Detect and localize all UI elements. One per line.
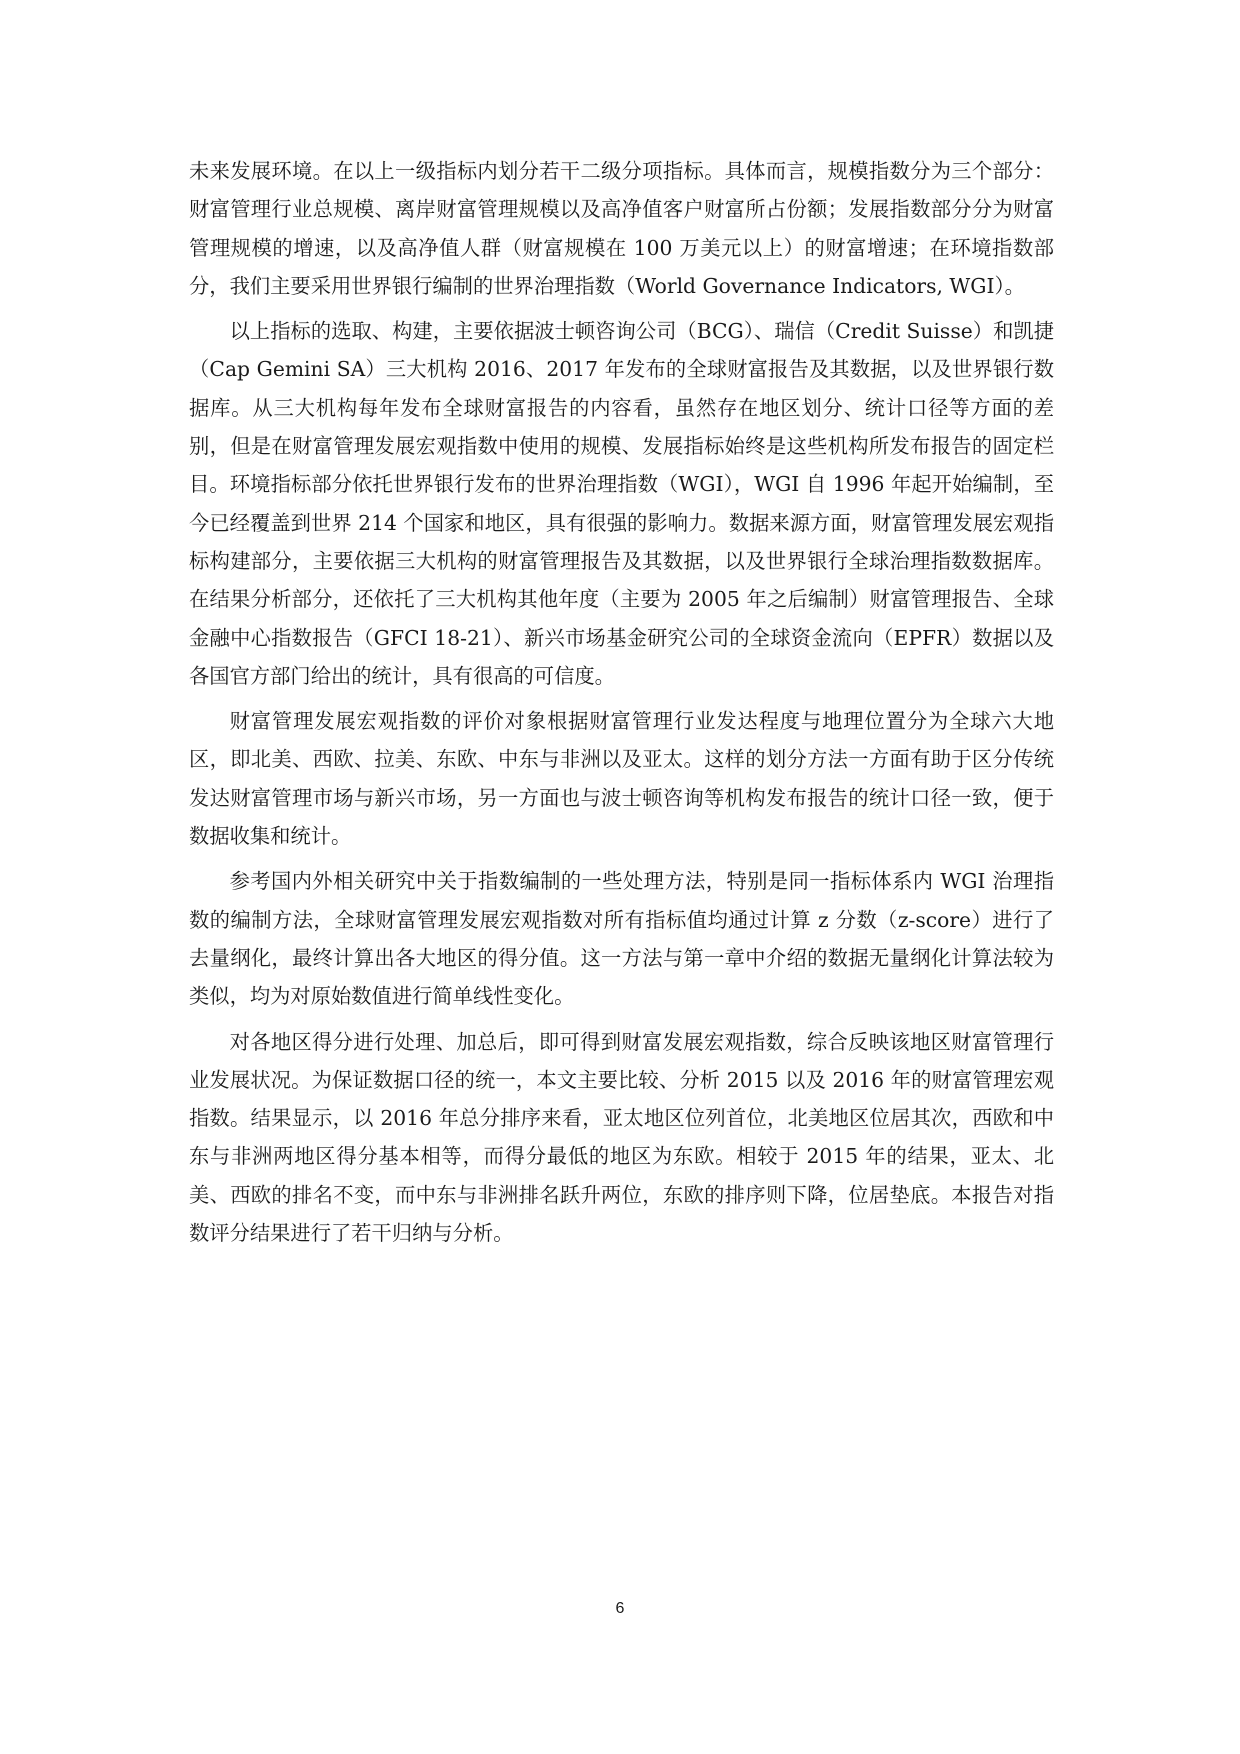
paragraph-results: 对各地区得分进行处理、加总后，即可得到财富发展宏观指数，综合反映该地区财富管理行业发展状况。为保证数据口径的统一，本文主要比较、分析 2015 以及 2016 年的财富管理宏观指数。结果显示，以 2016 年总分排序来看，亚太地区位列首位，北美地区位居其次，西欧和中东与非洲两地区得分基本相等，而得分最低的地区为东欧。相较于 2015 年的结果，亚太、北美、西欧的排名不变，而中东与非洲排名跃升两位，东欧的排序则下降，位居垫底。本报告对指数评分结果进行了若干归纳与分析。 xyxy=(189,1029,1054,1246)
body-text xyxy=(189,152,1054,1259)
paragraph-data-sources: 以上指标的选取、构建，主要依据波士顿咨询公司（BCG）、瑞信（Credit Suisse）和凯捷（Cap Gemini SA）三大机构 2016、2017 年发布的全球财富报告及其数据，以及世界银行数据库。从三大机构每年发布全球财富报告的内容看，虽然存在地区划分、统计口径等方面的差别，但是在财富管理发展宏观指数中使用的规模、发展指标始终是这些机构所发布报告的固定栏目。环境指标部分依托世界银行发布的世界治理指数（WGI），WGI 自 1996 年起开始编制，至今已经覆盖到世界 214 个国家和地区，具有很强的影响力。数据来源方面，财富管理发展宏观指标构建部分，主要依据三大机构的财富管理报告及其数据，以及世界银行全球治理指数数据库。在结果分析部分，还依托了三大机构其他年度（主要为 2005 年之后编制）财富管理报告、全球金融中心指数报告（GFCI 18-21）、新兴市场基金研究公司的全球资金流向（EPFR）数据以及各国官方部门给出的统计，具有很高的可信度。 xyxy=(189,319,1054,688)
page-number: 6 xyxy=(615,1600,625,1617)
paragraph-methodology: 参考国内外相关研究中关于指数编制的一些处理方法，特别是同一指标体系内 WGI 治理指数的编制方法，全球财富管理发展宏观指数对所有指标值均通过计算 z 分数（z-score）进行了去量纲化，最终计算出各大地区的得分值。这一方法与第一章中介绍的数据无量纲化计算法较为类似，均为对原始数值进行简单线性变化。 xyxy=(189,869,1054,1009)
paragraph-regions: 财富管理发展宏观指数的评价对象根据财富管理行业发达程度与地理位置分为全球六大地区，即北美、西欧、拉美、东欧、中东与非洲以及亚太。这样的划分方法一方面有助于区分传统发达财富管理市场与新兴市场，另一方面也与波士顿咨询等机构发布报告的统计口径一致，便于数据收集和统计。 xyxy=(189,709,1054,849)
paragraph-environment-index: 未来发展环境。在以上一级指标内划分若干二级分项指标。具体而言，规模指数分为三个部分：财富管理行业总规模、离岸财富管理规模以及高净值客户财富所占份额；发展指数部分分为财富管理规模的增速，以及高净值人群（财富规模在 100 万美元以上）的财富增速；在环境指数部分，我们主要采用世界银行编制的世界治理指数（World Governance Indicators, WGI）。 xyxy=(189,159,1054,298)
